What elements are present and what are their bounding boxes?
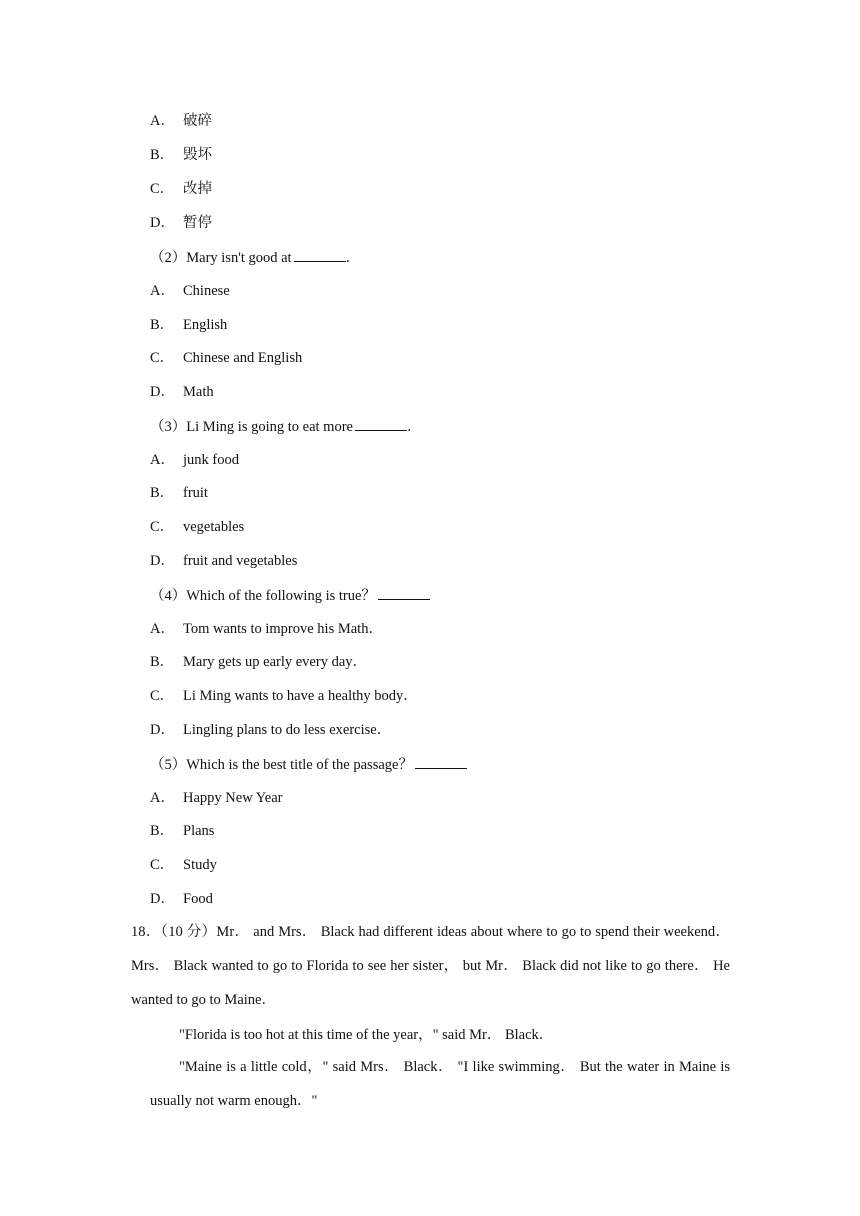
q1-option-b[interactable]: B． 毁坏 [150,147,212,163]
q1-option-a[interactable]: A． 破碎 [150,113,212,129]
question-number: 18．（10 分） [131,924,217,940]
q18-paragraph-3: "Maine is a little cold，" said Mrs． Black． "I like swimming． But the water in Maine is usually not warm enough．" [150,1059,730,1109]
q18-paragraph-2: "Florida is too hot at this time of the year，" said Mr． Black． [179,1027,554,1043]
q5-option-b[interactable]: B． Plans [150,823,215,839]
q3-stem: （3）Li Ming is going to eat more ． [150,416,421,437]
q4-stem: （4）Which of the following is true？ [150,585,430,606]
q3-option-d[interactable]: D． fruit and vegetables [150,553,298,569]
q5-option-c[interactable]: C． Study [150,857,217,873]
q3-option-a[interactable]: A． junk food [150,452,239,468]
q1-option-c[interactable]: C． 改掉 [150,181,212,197]
q5-stem: （5）Which is the best title of the passage？ [150,754,467,775]
answer-blank[interactable] [355,416,407,431]
q5-option-d[interactable]: D． Food [150,891,213,907]
q18-paragraph-1: 18．（10 分）Mr． and Mrs． Black had different ideas about where to go to spend their weekend． Mrs． Black wanted to go to Florida to see her sister， but Mr． Black did not like to go there． He wanted to go to Maine． [131,924,730,1008]
q4-option-b[interactable]: B． Mary gets up early every day． [150,654,368,670]
q2-option-b[interactable]: B． English [150,317,228,333]
q4-option-d[interactable]: D． Lingling plans to do less exercise． [150,722,392,738]
q5-option-a[interactable]: A． Happy New Year [150,790,283,806]
q3-option-b[interactable]: B． fruit [150,485,208,501]
q2-option-c[interactable]: C． Chinese and English [150,350,303,366]
q1-option-d[interactable]: D． 暂停 [150,215,212,231]
answer-blank[interactable] [415,754,467,769]
q2-stem: （2）Mary isn't good at ． [150,247,360,268]
q3-option-c[interactable]: C． vegetables [150,519,245,535]
q4-option-a[interactable]: A． Tom wants to improve his Math． [150,621,383,637]
answer-blank[interactable] [294,247,346,262]
q4-option-c[interactable]: C． Li Ming wants to have a healthy body． [150,688,418,704]
answer-blank[interactable] [378,585,430,600]
q2-option-a[interactable]: A． Chinese [150,283,230,299]
q2-option-d[interactable]: D． Math [150,384,214,400]
